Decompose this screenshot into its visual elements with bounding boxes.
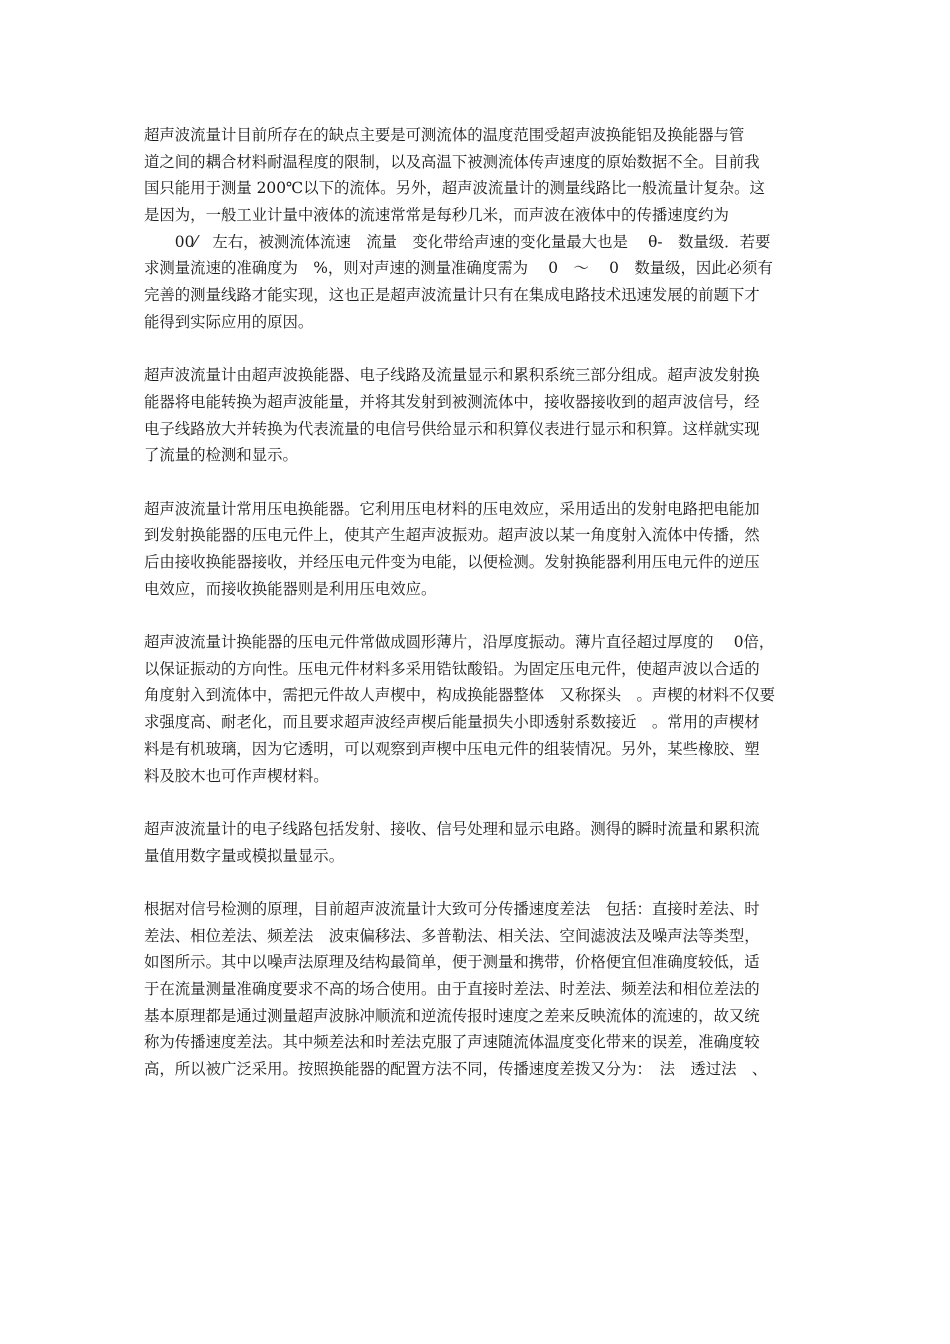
text-line: 超声波流量计的电子线路包括发射、接收、信号处理和显示电路。测得的瞬时流量和累积流 [144, 819, 760, 838]
text-line: 于在流量测量准确度要求不高的场合使用。由于直接时差法、时差法、频差法和相位差法的 [144, 980, 760, 998]
text-line: 道之间的耦合材料耐温程度的限制，以及高温下被测流体传声速度的原始数据不全。目前我 [144, 152, 760, 171]
text-line: 超声波流量计由超声波换能器、电子线路及流量显示和累积系统三部分组成。超声波发射换 [144, 366, 760, 385]
text-line: 称为传播速度差法。其中频差法和时差法克服了声速随流体温度变化带来的误差，准确度较 [144, 1033, 760, 1052]
text-line: 角度射入到流体中，需把元件故人声楔中，构成换能器整体 又称探头 。声楔的材料不仅要 [144, 686, 776, 705]
text-line: 了流量的检测和显示。 [144, 446, 298, 465]
text-line: 超声波流量计常用压电换能器。它利用压电材料的压电效应，采用适出的发射电路把电能加 [144, 499, 760, 518]
paragraph-2 [144, 362, 808, 469]
text-line: 高，所以被广泛采用。按照换能器的配置方法不同，传播速度差拨又分为： 法 透过法 、 [144, 1060, 768, 1079]
paragraph-6 [144, 896, 808, 1083]
text-line: 00⁄ 左右，被测流体流速 流量 变化带给声速的变化量最大也是 θ- 数量级．若要 [144, 232, 771, 251]
text-line: 如图所示。其中以噪声法原理及结构最简单，便于测量和携带，价格便宜但准确度较低，适 [144, 953, 760, 972]
text-line: 能器将电能转换为超声波能量，并将其发射到被测流体中，接收器接收到的超声波信号，经 [144, 392, 760, 411]
text-line: 超声波流量计目前所存在的缺点主要是可测流体的温度范围受超声波换能铝及换能器与管 [144, 126, 745, 144]
text-line: 超声波流量计换能器的压电元件常做成圆形薄片，沿厚度振动。薄片直径超过厚度的 0倍， [144, 633, 775, 652]
text-line: 基本原理都是通过测量超声波脉冲顺流和逆流传报时速度之差来反映流体的流速的，故又统 [144, 1006, 760, 1025]
document-body [144, 122, 808, 1109]
text-line: 到发射换能器的压电元件上，使其产生超声波振劝。超声波以某一角度射入流体中传播，然 [144, 526, 760, 545]
text-line: 求强度高、耐老化，而且要求超声波经声楔后能量损失小即透射系数接近 。常用的声楔材 [144, 713, 760, 732]
text-line: 电效应，而接收换能器则是利用压电效应。 [144, 579, 437, 598]
text-line: 料是有机玻璃，因为它透明，可以观察到声楔中压电元件的组装情况。另外，某些橡胶、塑 [144, 739, 760, 758]
text-line: 求测量流速的准确度为 %，则对声速的测量准确度需为 0 ～ 0 数量级，因此必须有 [144, 259, 773, 278]
paragraph-1 [144, 122, 808, 336]
text-line: 差法、相位差法、频差法 波束偏移法、多普勒法、相关法、空间滤波法及噪声法等类型， [144, 926, 760, 945]
text-line: 以保证振动的方向性。压电元件材料多采用锆钛酸铅。为固定压电元件，使超声波以合适的 [144, 659, 760, 678]
text-line: 是因为，一般工业计量中液体的流速常常是每秒几米，而声波在液体中的传播速度约为 [144, 206, 729, 225]
text-line: 能得到实际应用的原因。 [144, 312, 314, 331]
text-line: 后由接收换能器接收，并经压电元件变为电能，以便检测。发射换能器利用压电元件的逆压 [144, 553, 760, 571]
paragraph-3 [144, 496, 808, 603]
paragraph-5 [144, 816, 808, 869]
text-line: 完善的测量线路才能实现，这也正是超声波流量计只有在集成电路技术迅速发展的前题下才 [144, 286, 760, 305]
text-line: 料及胶木也可作声楔材料。 [144, 766, 329, 785]
paragraph-4 [144, 629, 808, 789]
text-line: 电子线路放大并转换为代表流量的电信号供给显示和积算仪表进行显示和积算。这样就实现 [144, 419, 760, 438]
text-line: 国只能用于测量 200℃以下的流体。另外，超声波流量计的测量线路比一般流量计复杂。这 [144, 179, 765, 198]
text-line: 根据对信号检测的原理，目前超声波流量计大致可分传播速度差法 包括：直接时差法、时 [144, 899, 760, 918]
text-line: 量值用数字量或模拟量显示。 [144, 846, 345, 865]
